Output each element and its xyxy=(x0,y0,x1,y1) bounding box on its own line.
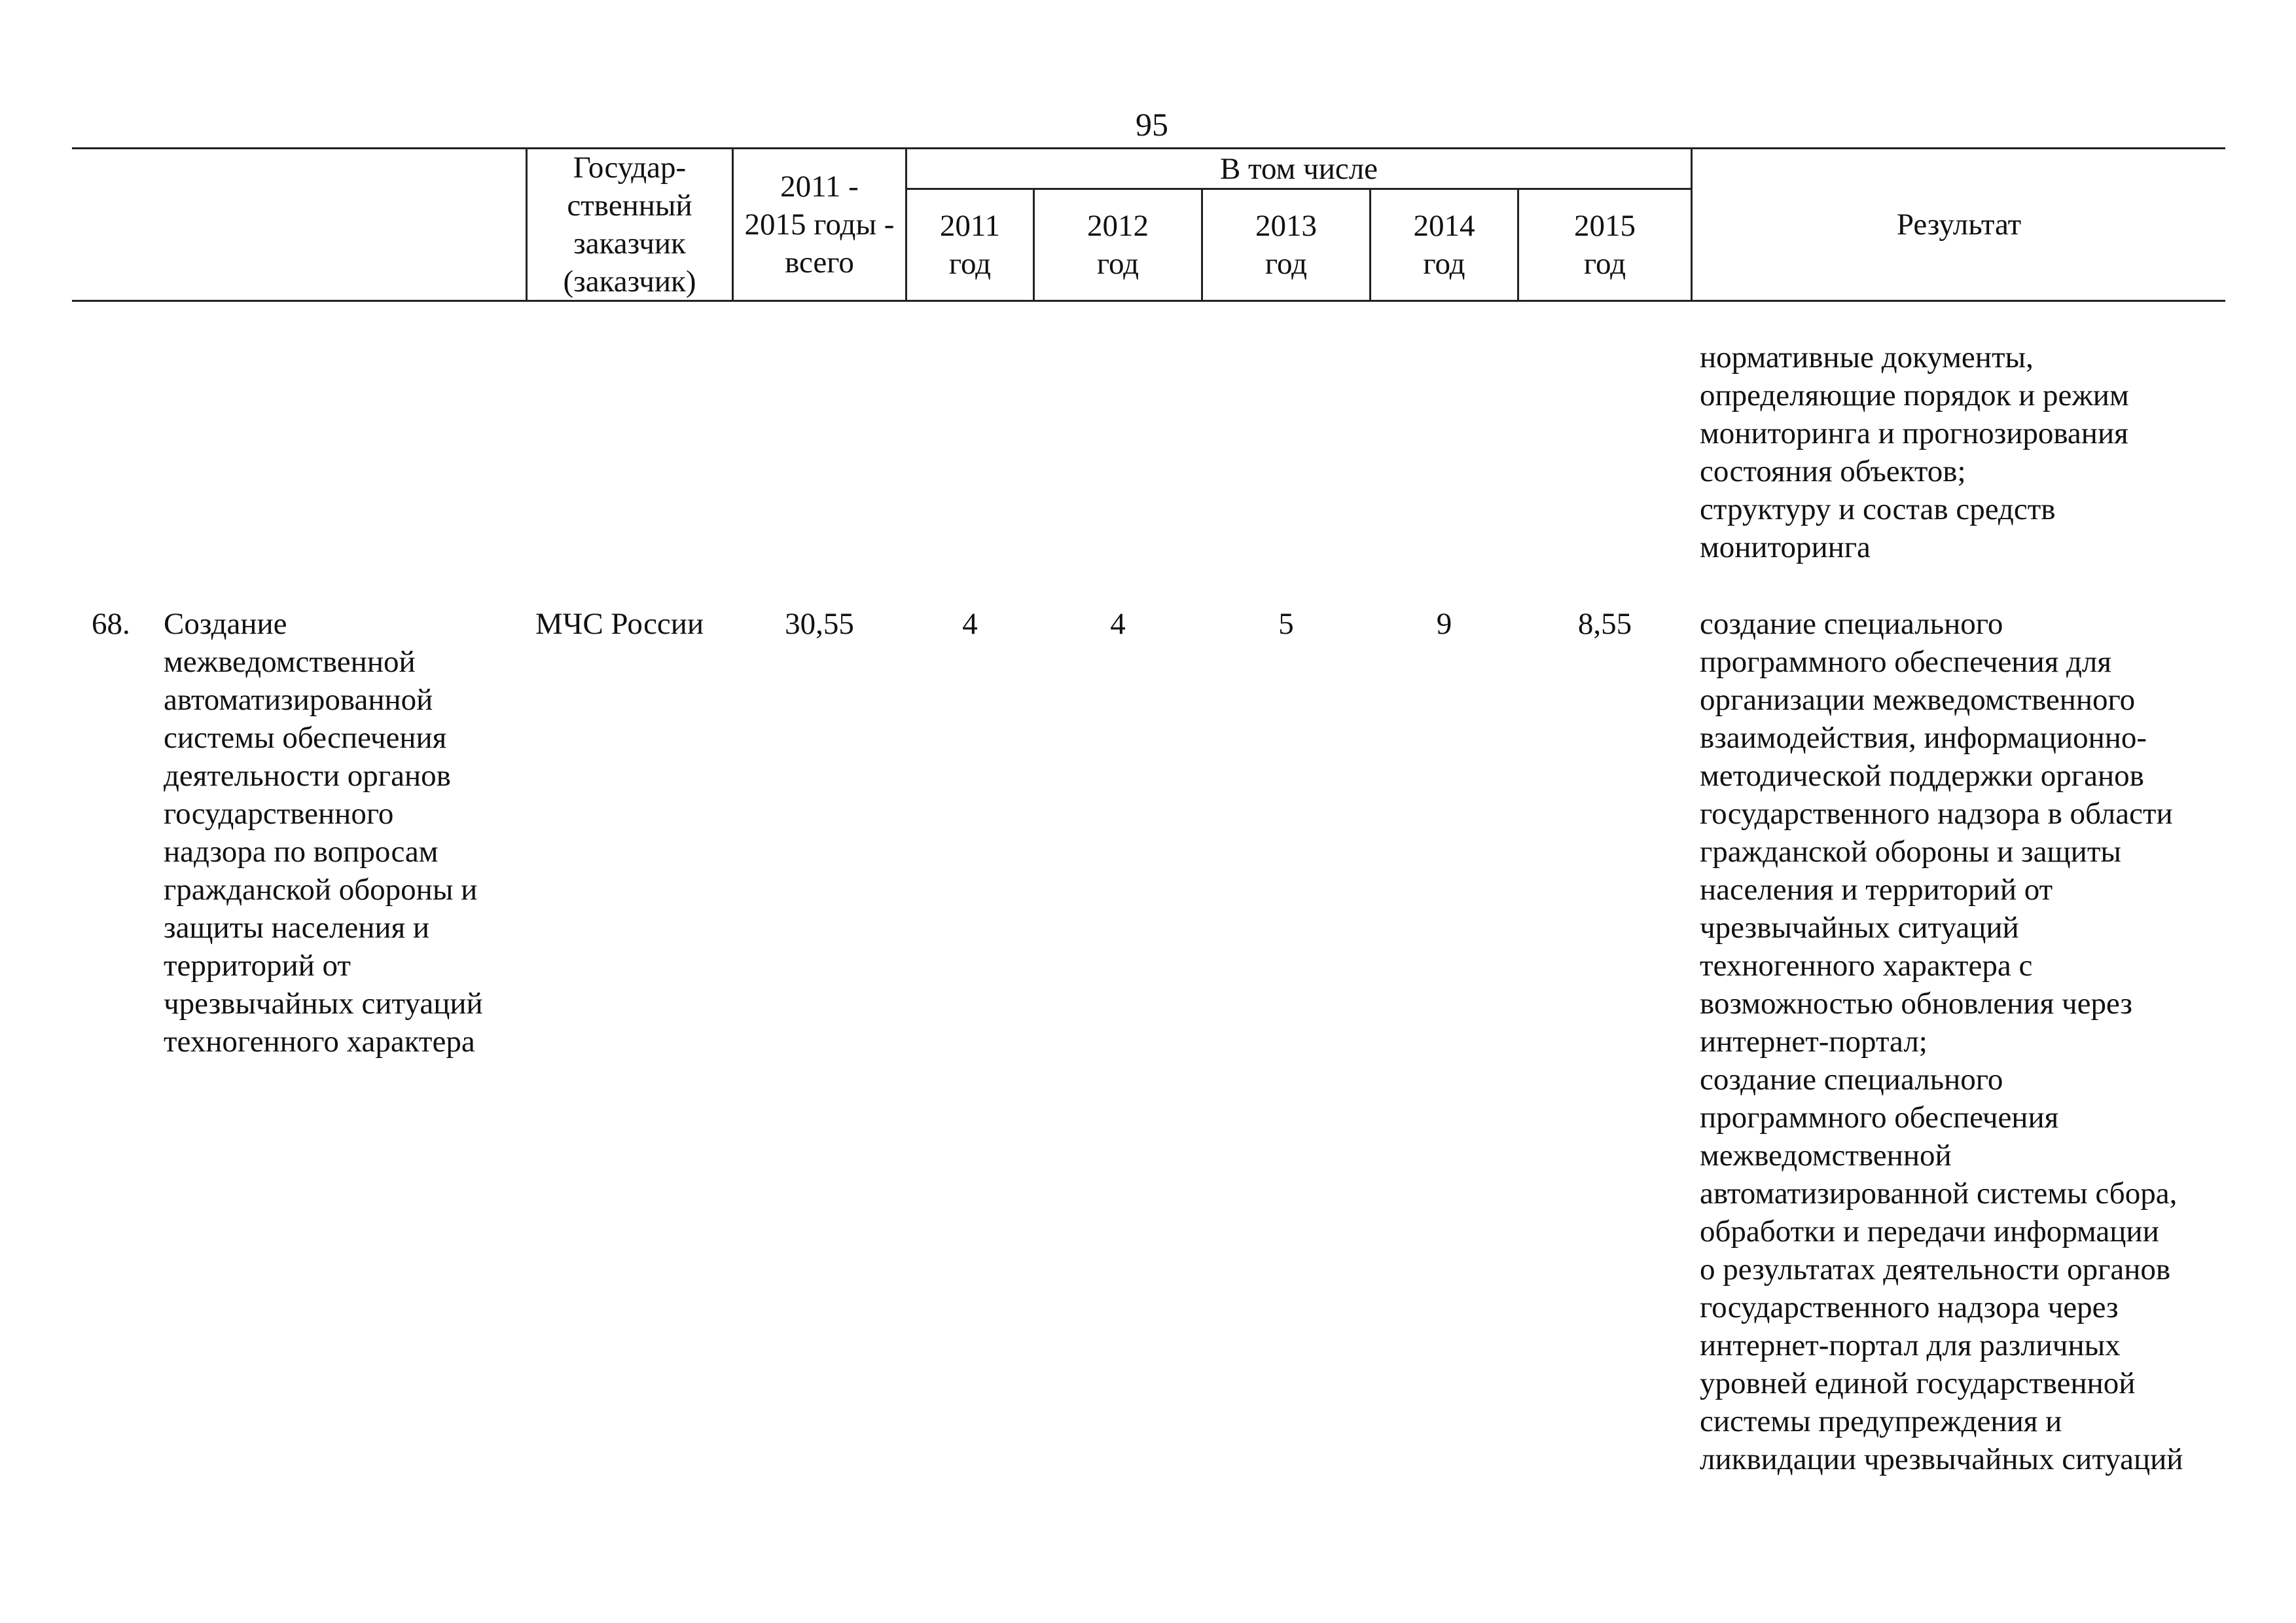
header-result: Результат xyxy=(1896,208,2022,242)
row-total: 30,55 xyxy=(785,607,854,641)
header-year-2012: 2012 год xyxy=(1087,209,1149,281)
row-result: создание специального программного обеспечения для организации межведомственного взаимодействия, информационно- методической поддержки органов государственного надзора в области гражданской обороны и защиты населения и территорий от чрезвычайных ситуаций техногенного характера с возможностью обновления через интернет-портал; создание специального программного обеспечения межведомственной автоматизированной системы сбора, обработки и передачи информации о результатах деятельности органов государственного надзора через интернет-портал для различных уровней единой государственной системы предупреждения и ликвидации чрезвычайных ситуаций xyxy=(1700,607,2183,1476)
row-number: 68. xyxy=(92,607,130,641)
header-year-2015: 2015 год xyxy=(1574,209,1636,281)
header-year-2014: 2014 год xyxy=(1413,209,1475,281)
row-value-2011: 4 xyxy=(962,607,978,641)
header-total: 2011 - 2015 годы - всего xyxy=(744,170,895,280)
header-year-2011: 2011 год xyxy=(939,209,1001,281)
header-bottom-rule xyxy=(72,300,2225,302)
header-customer: Государ- ственный заказчик (заказчик) xyxy=(563,151,696,299)
row-value-2014: 9 xyxy=(1436,607,1452,641)
row-value-2013: 5 xyxy=(1278,607,1294,641)
row-value-2015: 8,55 xyxy=(1577,607,1632,641)
header-year-2013: 2013 год xyxy=(1255,209,1317,281)
continued-result-text: нормативные документы, определяющие порядок и режим мониторинга и прогнозирования состояния объектов; структуру и состав средств мониторинга xyxy=(1700,340,2129,564)
row-customer: МЧС России xyxy=(535,607,704,641)
row-title: Создание межведомственной автоматизированной системы обеспечения деятельности органов государственного надзора по вопросам гражданской обороны и защиты населения и территорий от чрезвычайных ситуаций техногенного характера xyxy=(164,607,483,1059)
page-number: 95 xyxy=(1136,106,1168,143)
row-value-2012: 4 xyxy=(1110,607,1126,641)
header-including: В том числе xyxy=(1219,151,1378,186)
